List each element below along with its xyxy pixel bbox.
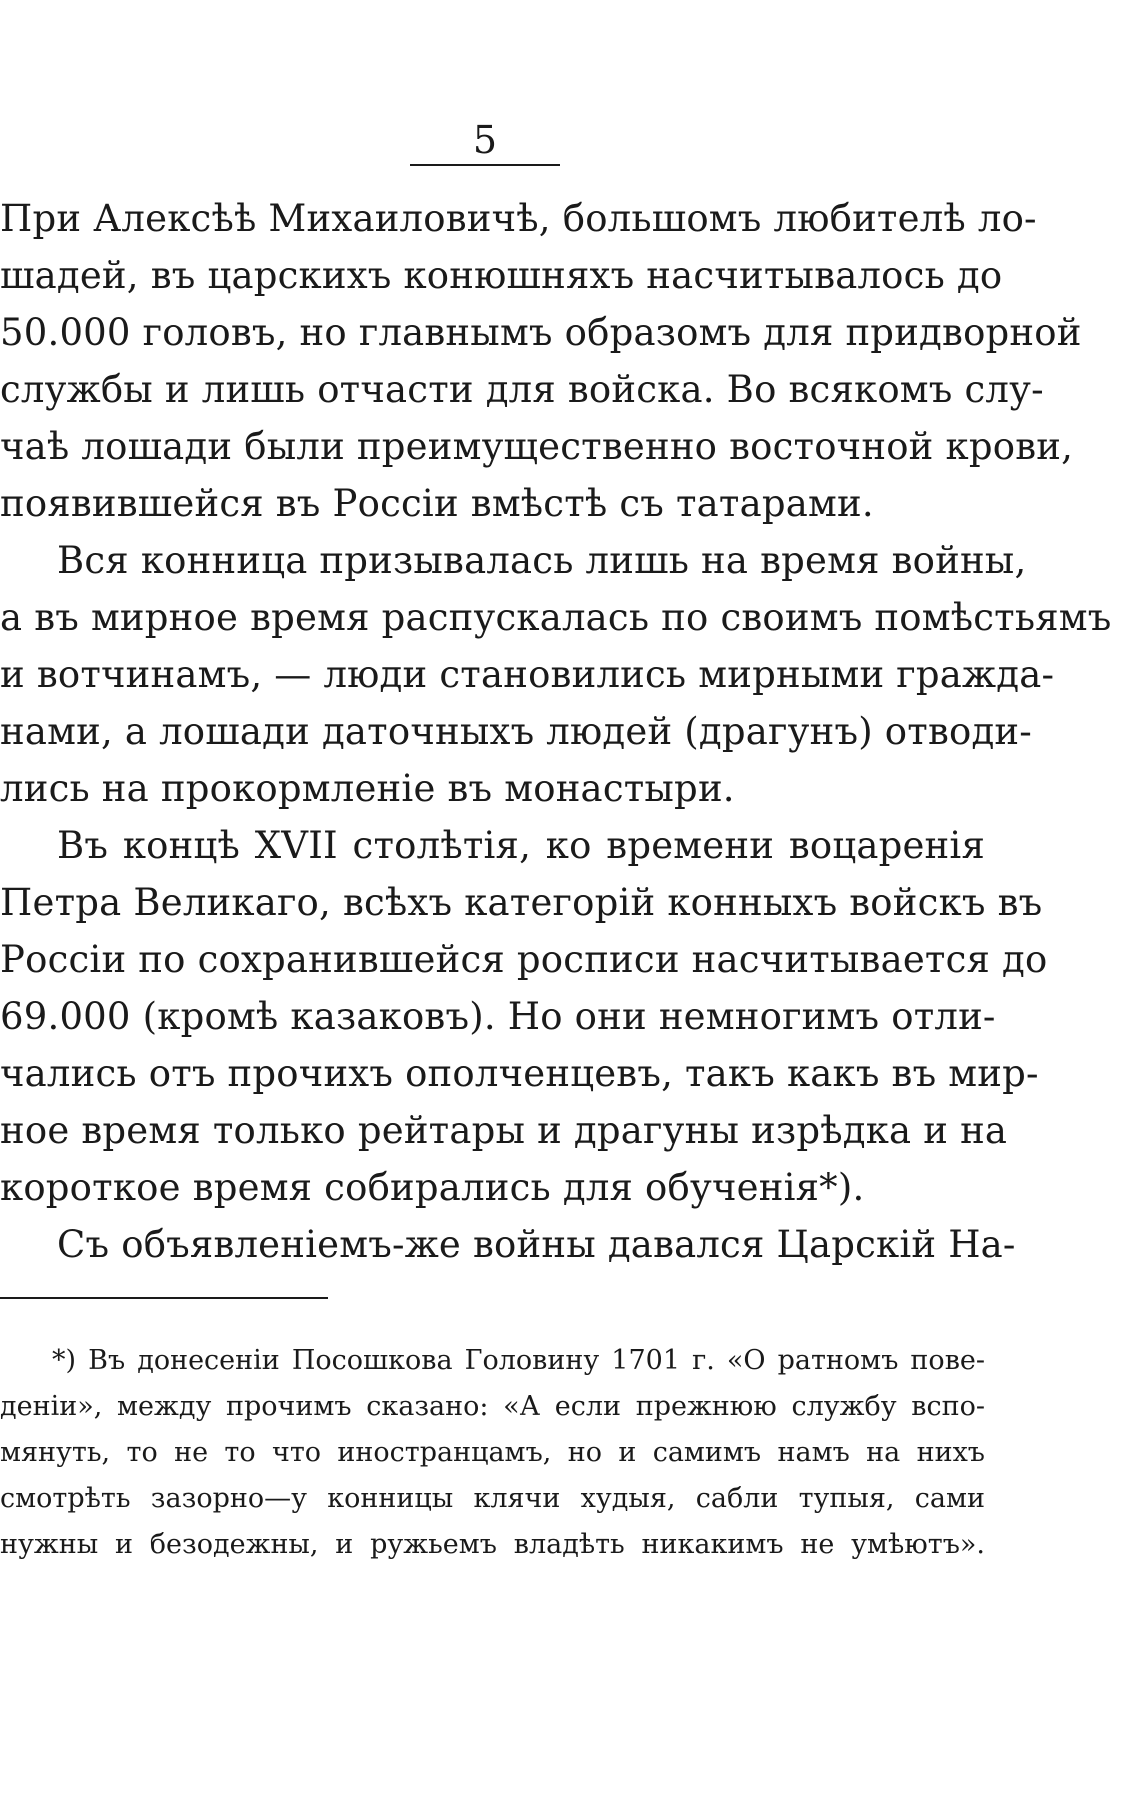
text-line: Петра Великаго, всѣхъ категорій конныхъ войскъ въ: [0, 881, 1043, 924]
text-line: лись на прокормленіе въ монастыри.: [0, 767, 735, 810]
text-line: 50.000 головъ, но главнымъ образомъ для придворной: [0, 311, 1082, 354]
footnote-line: нужны и безодежны, и ружьемъ владѣть никакимъ не умѣютъ».: [0, 1529, 985, 1560]
main-text: [0, 190, 1112, 1273]
text-line: Въ концѣ XVII столѣтія, ко времени воцаренія: [57, 824, 985, 867]
footnote-divider: [0, 1297, 328, 1299]
text-line: ное время только рейтары и драгуны изрѣдка и на: [0, 1109, 1008, 1152]
text-line: появившейся въ Россіи вмѣстѣ съ татарами.: [0, 482, 874, 525]
text-line: чаѣ лошади были преимущественно восточной крови,: [0, 425, 1074, 468]
text-line: короткое время собирались для обученія*).: [0, 1166, 865, 1209]
text-line: 69.000 (кромѣ казаковъ). Но они немногимъ отли-: [0, 995, 996, 1038]
footnote-line: деніи», между прочимъ сказано: «А если прежнюю службу вспо-: [0, 1391, 985, 1422]
text-line: Россіи по сохранившейся росписи насчитывается до: [0, 938, 1048, 981]
footnote-line: мянуть, то не то что иностранцамъ, но и самимъ намъ на нихъ: [0, 1437, 985, 1468]
text-line: При Алексѣѣ Михаиловичѣ, большомъ любителѣ ло-: [0, 197, 1037, 240]
text-line: чались отъ прочихъ ополченцевъ, такъ какъ въ мир-: [0, 1052, 1039, 1095]
text-line: службы и лишь отчасти для войска. Во всякомъ слу-: [0, 368, 1044, 411]
footnote-line: смотрѣть зазорно—у конницы клячи худыя, сабли тупыя, сами: [0, 1483, 985, 1514]
text-line: Вся конница призывалась лишь на время войны,: [57, 539, 1027, 582]
footnote-line: *) Въ донесеніи Посошкова Головину 1701 г. «О ратномъ пове-: [52, 1345, 985, 1376]
text-line: Съ объявленіемъ-же войны давался Царскій На-: [57, 1223, 1016, 1266]
text-line: нами, а лошади даточныхъ людей (драгунъ) отводи-: [0, 710, 1032, 753]
text-line: и вотчинамъ, — люди становились мирными гражда-: [0, 653, 1055, 696]
text-line: шадей, въ царскихъ конюшняхъ насчитывалось до: [0, 254, 1003, 297]
page-number: 5: [410, 118, 560, 166]
text-line: а въ мирное время распускалась по своимъ помѣстьямъ: [0, 596, 1112, 639]
footnote: [0, 1338, 985, 1568]
